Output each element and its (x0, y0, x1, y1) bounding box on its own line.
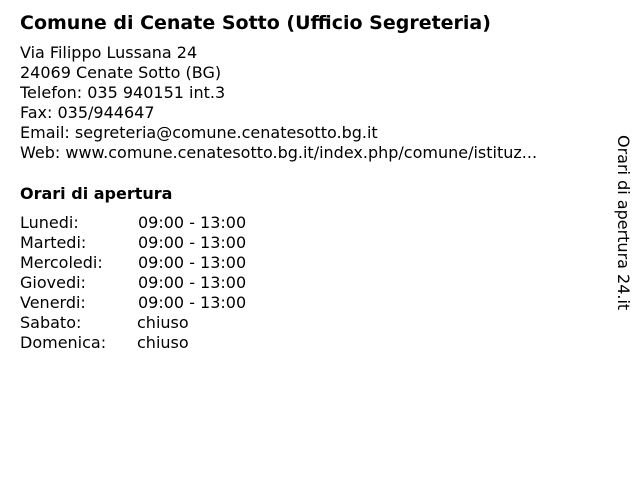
hours-row-tuesday (20, 233, 420, 253)
day-label: Sabato: (20, 313, 82, 332)
time-value: 09:00 - 13:00 (138, 253, 247, 272)
hours-row-wednesday (20, 253, 420, 273)
day-label: Venerdi: (20, 293, 86, 312)
day-label: Domenica: (20, 333, 107, 352)
phone-number: Telefon: 035 940151 int.3 (20, 83, 226, 102)
hours-row-thursday (20, 273, 420, 293)
address-street: Via Filippo Lussana 24 (20, 43, 198, 62)
opening-hours-table (20, 213, 420, 353)
time-value: 09:00 - 13:00 (138, 233, 247, 252)
day-label: Martedi: (20, 233, 87, 252)
day-label: Giovedi: (20, 273, 86, 292)
time-value: chiuso (137, 333, 189, 352)
hours-row-friday (20, 293, 420, 313)
email-address: Email: segreteria@comune.cenatesotto.bg.it (20, 123, 378, 142)
day-label: Mercoledi: (20, 253, 103, 272)
page-title: Comune di Cenate Sotto (Ufficio Segreteria) (20, 12, 491, 34)
fax-number: Fax: 035/944647 (20, 103, 155, 122)
website-url: Web: www.comune.cenatesotto.bg.it/index.php/comune/istituz... (20, 143, 538, 162)
time-value: 09:00 - 13:00 (138, 213, 247, 232)
address-city: 24069 Cenate Sotto (BG) (20, 63, 222, 82)
hours-row-sunday (20, 333, 420, 353)
site-brand-vertical: Orari di apertura 24.it (614, 135, 633, 311)
time-value: chiuso (137, 313, 189, 332)
time-value: 09:00 - 13:00 (138, 273, 247, 292)
time-value: 09:00 - 13:00 (138, 293, 247, 312)
hours-row-saturday (20, 313, 420, 333)
opening-hours-heading: Orari di apertura (20, 184, 173, 203)
hours-row-monday (20, 213, 420, 233)
day-label: Lunedi: (20, 213, 79, 232)
contact-info (20, 43, 595, 163)
